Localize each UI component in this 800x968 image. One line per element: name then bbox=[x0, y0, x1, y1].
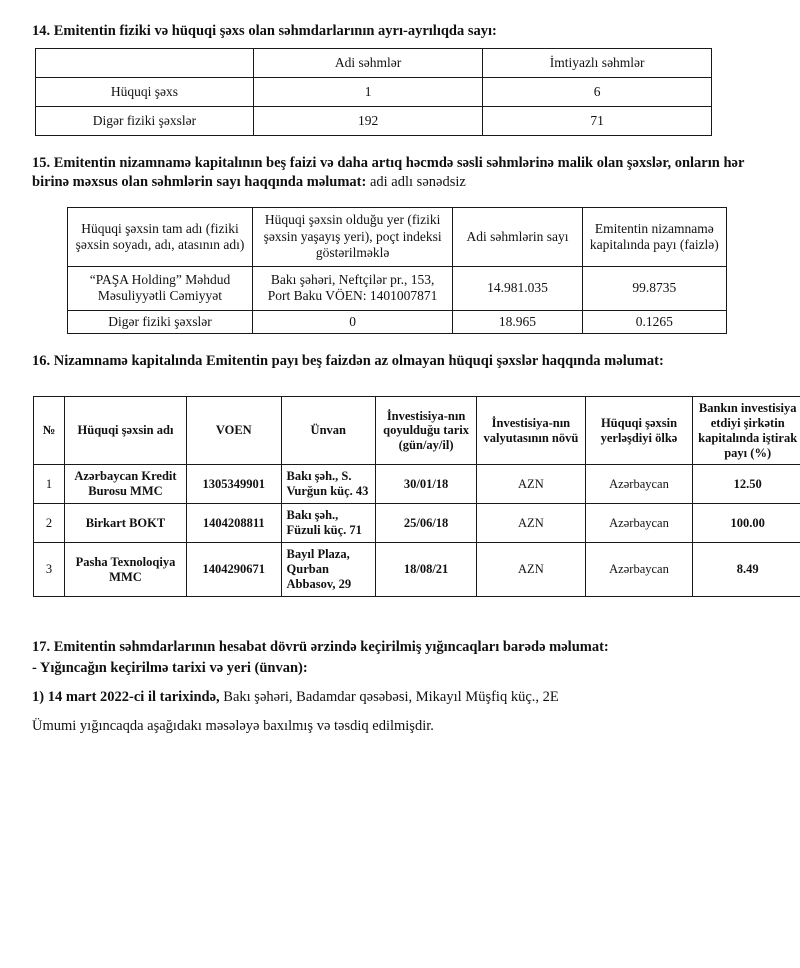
table-cell: 0.1265 bbox=[582, 310, 726, 333]
table-cell-share: 8.49 bbox=[693, 543, 800, 597]
table-header-cell: № bbox=[34, 397, 65, 465]
table-row bbox=[34, 543, 800, 597]
table-header-cell: Adi səhmlər bbox=[253, 49, 482, 78]
table-header-cell: VOEN bbox=[187, 397, 282, 465]
table-header-cell: Adi səhmlərin sayı bbox=[453, 208, 582, 266]
table-cell-address: Bayıl Plaza, Qurban Abbasov, 29 bbox=[281, 543, 375, 597]
table-row bbox=[34, 465, 800, 504]
shareholders-count-table bbox=[35, 48, 712, 136]
table-header-cell: Hüquqi şəxsin yerləşdiyi ölkə bbox=[585, 397, 693, 465]
section-17-heading: 17. Emitentin səhmdarlarının hesabat dövrü ərzində keçirilmiş yığıncaqları barədə məlumat: bbox=[32, 639, 609, 656]
table-header-cell: Hüquqi şəxsin olduğu yer (fiziki şəxsin yaşayış yeri), poçt indeksi göstərilməklə bbox=[252, 208, 452, 266]
table-cell: 1 bbox=[253, 78, 482, 107]
table-cell: 192 bbox=[253, 107, 482, 136]
table-row bbox=[34, 397, 800, 465]
table-header-cell: İnvestisiya-nın valyutasının növü bbox=[477, 397, 586, 465]
table-row bbox=[68, 310, 727, 333]
table-header-cell: İnvestisiya-nın qoyulduğu tarix (gün/ay/il) bbox=[376, 397, 477, 465]
table-cell-country: Azərbaycan bbox=[585, 504, 693, 543]
table-cell: “PAŞA Holding” Məhdud Məsuliyyətli Cəmiyyət bbox=[68, 266, 253, 310]
table-cell: 71 bbox=[483, 107, 712, 136]
table-row bbox=[68, 208, 727, 266]
table-row bbox=[36, 78, 712, 107]
table-cell-name: Birkart BOKT bbox=[64, 504, 186, 543]
table-cell: 14.981.035 bbox=[453, 266, 582, 310]
table-cell-voen: 1305349901 bbox=[187, 465, 282, 504]
table-cell: 99.8735 bbox=[582, 266, 726, 310]
table-cell-date: 18/08/21 bbox=[376, 543, 477, 597]
table-cell-voen: 1404208811 bbox=[187, 504, 282, 543]
table-header-cell: İmtiyazlı səhmlər bbox=[483, 49, 712, 78]
table-header-cell: Ünvan bbox=[281, 397, 375, 465]
table-cell-address: Bakı şəh., Füzuli küç. 71 bbox=[281, 504, 375, 543]
major-shareholders-table bbox=[67, 207, 727, 334]
table-header-cell bbox=[36, 49, 254, 78]
section-16-heading: 16. Nizamnamə kapitalında Emitentin payı beş faizdən az olmayan hüquqi şəxslər haqqında məlumat: bbox=[32, 353, 664, 370]
table-cell: 6 bbox=[483, 78, 712, 107]
table-header-cell: Bankın investisiya etdiyi şirkətin kapitalında iştirak payı (%) bbox=[693, 397, 800, 465]
table-cell-address: Bakı şəh., S. Vurğun küç. 43 bbox=[281, 465, 375, 504]
table-cell-currency: AZN bbox=[477, 465, 586, 504]
table-cell-country: Azərbaycan bbox=[585, 543, 693, 597]
meeting-entry bbox=[32, 687, 772, 708]
meeting-closing-text: Ümumi yığıncaqda aşağıdakı məsələyə baxılmış və təsdiq edilmişdir. bbox=[32, 718, 434, 735]
table-header-cell: Hüquqi şəxsin adı bbox=[64, 397, 186, 465]
table-row bbox=[36, 49, 712, 78]
table-row bbox=[34, 504, 800, 543]
meeting-date: 1) 14 mart 2022-ci il tarixində, bbox=[32, 689, 220, 706]
table-row bbox=[68, 266, 727, 310]
table-cell-index: 2 bbox=[34, 504, 65, 543]
table-cell-name: Azərbaycan Kredit Burosu MMC bbox=[64, 465, 186, 504]
table-cell-index: 3 bbox=[34, 543, 65, 597]
table-cell-name: Pasha Texnoloqiya MMC bbox=[64, 543, 186, 597]
table-cell-date: 25/06/18 bbox=[376, 504, 477, 543]
table-cell-country: Azərbaycan bbox=[585, 465, 693, 504]
section-17-subheading: - Yığıncağın keçirilmə tarixi və yeri (ünvan): bbox=[32, 660, 308, 677]
subsidiaries-table bbox=[33, 396, 800, 597]
table-cell-index: 1 bbox=[34, 465, 65, 504]
table-header-cell: Emitentin nizamnamə kapitalında payı (faizlə) bbox=[582, 208, 726, 266]
section-15-heading-normal: adi adlı sənədsiz bbox=[366, 174, 466, 191]
meeting-address: Bakı şəhəri, Badamdar qəsəbəsi, Mikayıl Müşfiq küç., 2E bbox=[219, 689, 559, 706]
table-header-cell: Hüquqi şəxsin tam adı (fiziki şəxsin soyadı, adı, atasının adı) bbox=[68, 208, 253, 266]
section-15-heading bbox=[32, 154, 772, 192]
table-cell: Bakı şəhəri, Neftçilər pr., 153, Port Baku VÖEN: 1401007871 bbox=[252, 266, 452, 310]
table-row bbox=[36, 107, 712, 136]
table-cell: 0 bbox=[252, 310, 452, 333]
section-14-heading: 14. Emitentin fiziki və hüquqi şəxs olan səhmdarlarının ayrı-ayrılıqda sayı: bbox=[32, 23, 497, 39]
table-cell-currency: AZN bbox=[477, 504, 586, 543]
table-cell-currency: AZN bbox=[477, 543, 586, 597]
table-cell: Hüquqi şəxs bbox=[36, 78, 254, 107]
section-15-heading-bold: 15. Emitentin nizamnamə kapitalının beş faizi və daha artıq həcmdə səsli səhmlərinə malik olan şəxslər, onların hər birinə məxsus olan səhmlərin sayı haqqında məlumat: bbox=[32, 155, 745, 191]
table-cell-share: 12.50 bbox=[693, 465, 800, 504]
table-cell: 18.965 bbox=[453, 310, 582, 333]
table-cell: Digər fiziki şəxslər bbox=[68, 310, 253, 333]
table-cell-voen: 1404290671 bbox=[187, 543, 282, 597]
table-cell: Digər fiziki şəxslər bbox=[36, 107, 254, 136]
table-cell-share: 100.00 bbox=[693, 504, 800, 543]
table-cell-date: 30/01/18 bbox=[376, 465, 477, 504]
